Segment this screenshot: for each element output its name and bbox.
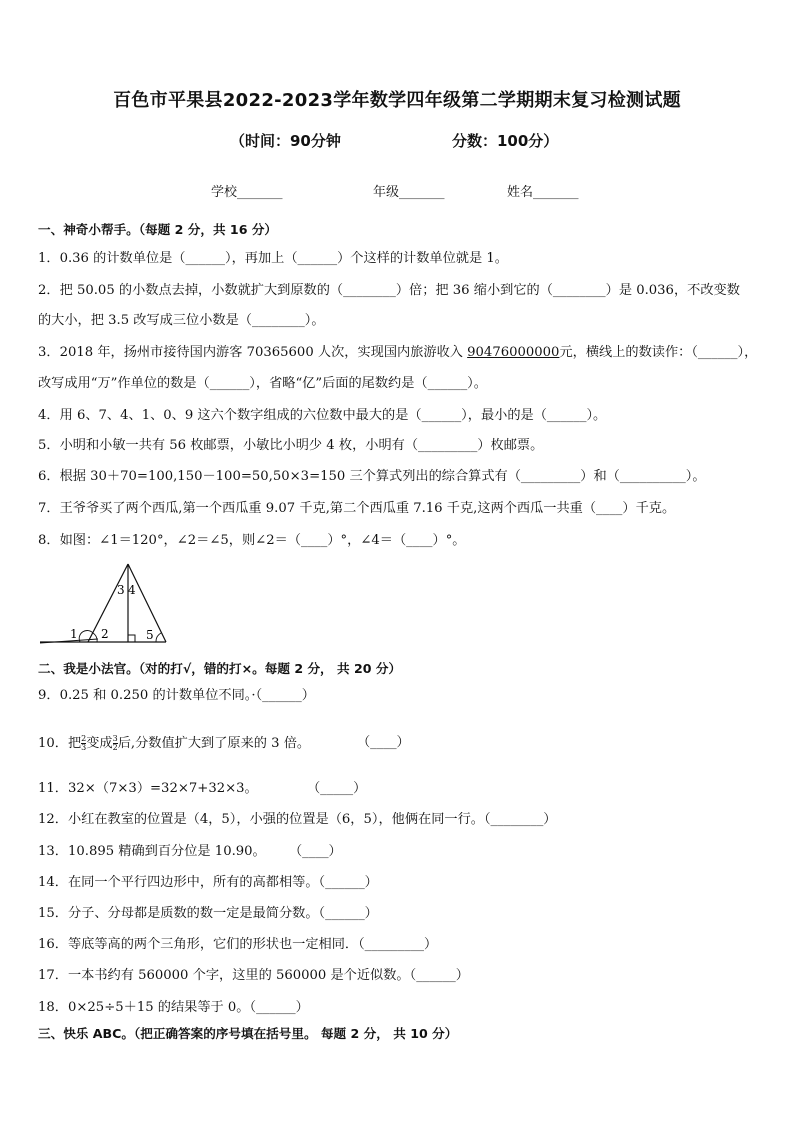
school-field: 学校_______ bbox=[211, 185, 283, 200]
q11-answer-blank: （_____） bbox=[307, 781, 367, 796]
question-16: 16．等底等高的两个三角形，它们的形状也一定相同．（_________） bbox=[38, 937, 438, 952]
frac1-denominator: 3 bbox=[81, 743, 87, 752]
question-2-line-1: 2．把 50.05 的小数点去掉，小数就扩大到原数的（________）倍；把 36 缩小到它的（________）是 0.036，不改变数 bbox=[38, 283, 740, 298]
frac1-numerator: 2 bbox=[81, 734, 87, 743]
triangle-figure bbox=[38, 560, 178, 650]
frac2-numerator: 3 bbox=[112, 734, 118, 743]
angle-label-3: 3 bbox=[117, 583, 125, 597]
question-3-line-1 bbox=[38, 345, 757, 361]
q10-text-c: 后,分数值扩大到了原来的 3 倍。 bbox=[117, 736, 311, 751]
page-title: 百色市平果县2022-2023学年数学四年级第二学期期末复习检测试题 bbox=[113, 90, 681, 111]
angle-2-arc bbox=[93, 633, 97, 642]
q3-underlined-number: 90476000000 bbox=[467, 345, 560, 360]
q3-text-a: 3．2018 年，扬州市接待国内游客 70365600 人次，实现国内旅游收入 bbox=[38, 345, 468, 360]
question-18: 18．0×25÷5＋15 的结果等于 0。（______） bbox=[38, 1000, 309, 1015]
question-15: 15．分子、分母都是质数的数一定是最简分数。（______） bbox=[38, 906, 378, 921]
question-8: 8．如图：∠1＝120°，∠2＝∠5，则∠2＝（____）°，∠4＝（____）°。 bbox=[38, 533, 466, 548]
angle-label-2: 2 bbox=[101, 627, 109, 641]
time-label: （时间：90分钟 bbox=[230, 132, 341, 150]
name-field: 姓名_______ bbox=[507, 185, 579, 200]
angle-5-arc bbox=[156, 633, 161, 642]
question-3-line-2: 改写成用“万”作单位的数是（______），省略“亿”后面的尾数约是（______）。 bbox=[38, 376, 487, 391]
question-4: 4．用 6、7、4、1、0、9 这六个数字组成的六位数中最大的是（______），最小的是（______）。 bbox=[38, 408, 607, 423]
grade-field: 年级_______ bbox=[373, 185, 445, 200]
q13-answer-blank: （____） bbox=[289, 844, 342, 859]
q3-text-b: 元，横线上的数读作：（______）， bbox=[559, 345, 758, 360]
angle-label-4: 4 bbox=[128, 583, 136, 597]
question-10 bbox=[38, 735, 310, 752]
angle-label-5: 5 bbox=[146, 628, 154, 642]
question-2-line-2: 的大小，把 3.5 改写成三位小数是（________）。 bbox=[38, 313, 325, 328]
q10-answer-blank: （____） bbox=[357, 735, 410, 750]
question-11: 11．32×（7×3）=32×7+32×3。 bbox=[38, 781, 258, 796]
question-17: 17．一本书约有 560000 个字，这里的 560000 是个近似数。（______） bbox=[38, 968, 469, 983]
right-angle-mark bbox=[128, 635, 135, 642]
frac2-denominator: 2 bbox=[112, 743, 118, 752]
question-14: 14．在同一个平行四边形中，所有的高都相等。（______） bbox=[38, 875, 378, 890]
question-13: 13．10.895 精确到百分位是 10.90。 bbox=[38, 844, 266, 859]
question-6: 6．根据 30＋70=100,150－100=50,50×3=150 三个算式列出的综合算式有（_________）和（__________）。 bbox=[38, 469, 706, 484]
question-9: 9．0.25 和 0.250 的计数单位不同。·（______） bbox=[38, 688, 315, 703]
question-12: 12．小红在教室的位置是（4，5），小强的位置是（6，5），他俩在同一行。（________） bbox=[38, 812, 557, 827]
q10-text-a: 10．把 bbox=[38, 736, 82, 751]
question-7: 7．王爷爷买了两个西瓜,第一个西瓜重 9.07 千克,第二个西瓜重 7.16 千克,这两个西瓜一共重（____）千克。 bbox=[38, 501, 676, 516]
angle-label-1: 1 bbox=[70, 627, 78, 641]
score-label: 分数：100分） bbox=[452, 132, 559, 150]
question-1: 1．0.36 的计数单位是（______），再加上（______）个这样的计数单位就是 1。 bbox=[38, 251, 508, 266]
section-3-heading: 三、快乐 ABC。（把正确答案的序号填在括号里。 每题 2 分， 共 10 分） bbox=[38, 1026, 458, 1041]
question-5: 5．小明和小敏一共有 56 枚邮票，小敏比小明少 4 枚，小明有（_________）枚邮票。 bbox=[38, 438, 544, 453]
q10-text-b: 变成 bbox=[86, 736, 113, 751]
section-1-heading: 一、神奇小帮手。（每题 2 分，共 16 分） bbox=[38, 222, 278, 237]
section-2-heading: 二、我是小法官。（对的打√，错的打×。每题 2 分， 共 20 分） bbox=[38, 661, 402, 676]
